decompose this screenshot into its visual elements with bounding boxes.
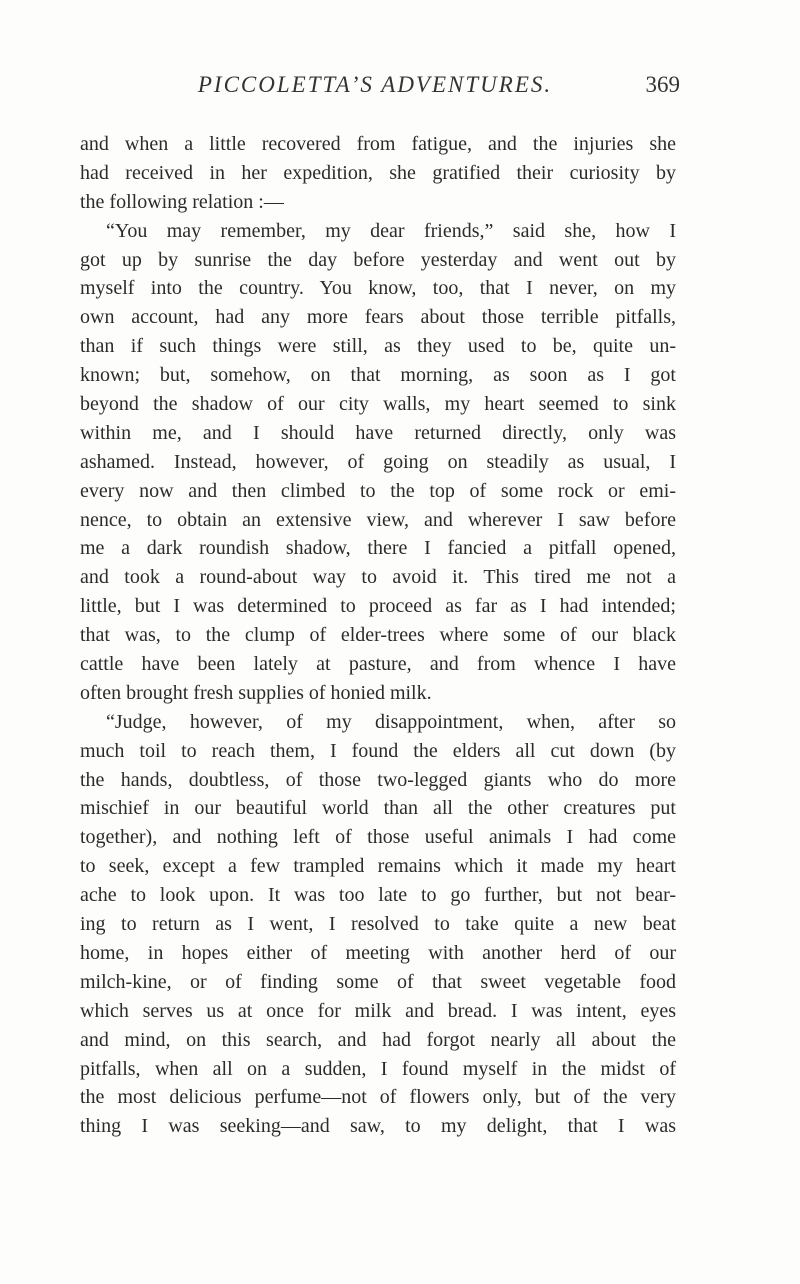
text-line: together), and nothing left of those useful animals I had come [80,826,676,849]
text-line: “Judge, however, of my disappointment, when, after so [106,710,676,733]
text-line: often brought fresh supplies of honied milk. [80,681,432,704]
text-line: beyond the shadow of our city walls, my heart seemed to sink [80,393,676,416]
text-line: pitfalls, when all on a sudden, I found myself in the midst of [80,1057,676,1080]
text-line: the hands, doubtless, of those two-legged giants who do more [80,768,676,791]
body-text [80,130,676,1141]
text-line: “You may remember, my dear friends,” said she, how I [106,219,676,242]
text-line: nence, to obtain an extensive view, and wherever I saw before [80,508,676,531]
text-line: got up by sunrise the day before yesterday and went out by [80,248,676,271]
text-line: mischief in our beautiful world than all the other creatures put [80,797,676,820]
text-line: that was, to the clump of elder-trees where some of our black [80,624,676,647]
text-line: than if such things were still, as they used to be, quite un- [80,335,676,358]
text-line: known; but, somehow, on that morning, as soon as I got [80,364,676,387]
running-head [80,72,680,112]
text-line: had received in her expedition, she gratified their curiosity by [80,161,676,184]
text-line: and mind, on this search, and had forgot nearly all about the [80,1028,676,1051]
running-title: PICCOLETTA’S ADVENTURES. [197,72,553,97]
text-line: myself into the country. You know, too, that I never, on my [80,277,676,300]
page-number: 369 [645,72,680,97]
text-line: which serves us at once for milk and bread. I was intent, eyes [80,999,676,1022]
text-line: ache to look upon. It was too late to go further, but not bear- [80,884,676,907]
text-line: cattle have been lately at pasture, and from whence I have [80,653,676,676]
text-line: own account, had any more fears about those terrible pitfalls, [80,306,676,329]
text-line: home, in hopes either of meeting with another herd of our [80,941,676,964]
text-line: me a dark roundish shadow, there I fancied a pitfall opened, [80,537,676,560]
text-line: and when a little recovered from fatigue, and the injuries she [80,133,676,155]
text-line: much toil to reach them, I found the elders all cut down (by [80,739,676,762]
text-line: thing I was seeking—and saw, to my delight, that I was [80,1115,676,1138]
text-line: ashamed. Instead, however, of going on steadily as usual, I [80,450,676,473]
text-line: the following relation :— [80,190,284,213]
text-line: milch-kine, or of finding some of that sweet vegetable food [80,970,676,993]
text-line: and took a round-about way to avoid it. This tired me not a [80,566,676,589]
text-line: ing to return as I went, I resolved to take quite a new beat [80,913,676,936]
text-line: little, but I was determined to proceed as far as I had intended; [80,595,676,618]
text-line: to seek, except a few trampled remains which it made my heart [80,855,676,878]
text-line: every now and then climbed to the top of some rock or emi- [80,479,676,502]
text-line: the most delicious perfume—not of flowers only, but of the very [80,1086,676,1109]
text-line: within me, and I should have returned directly, only was [80,421,676,444]
